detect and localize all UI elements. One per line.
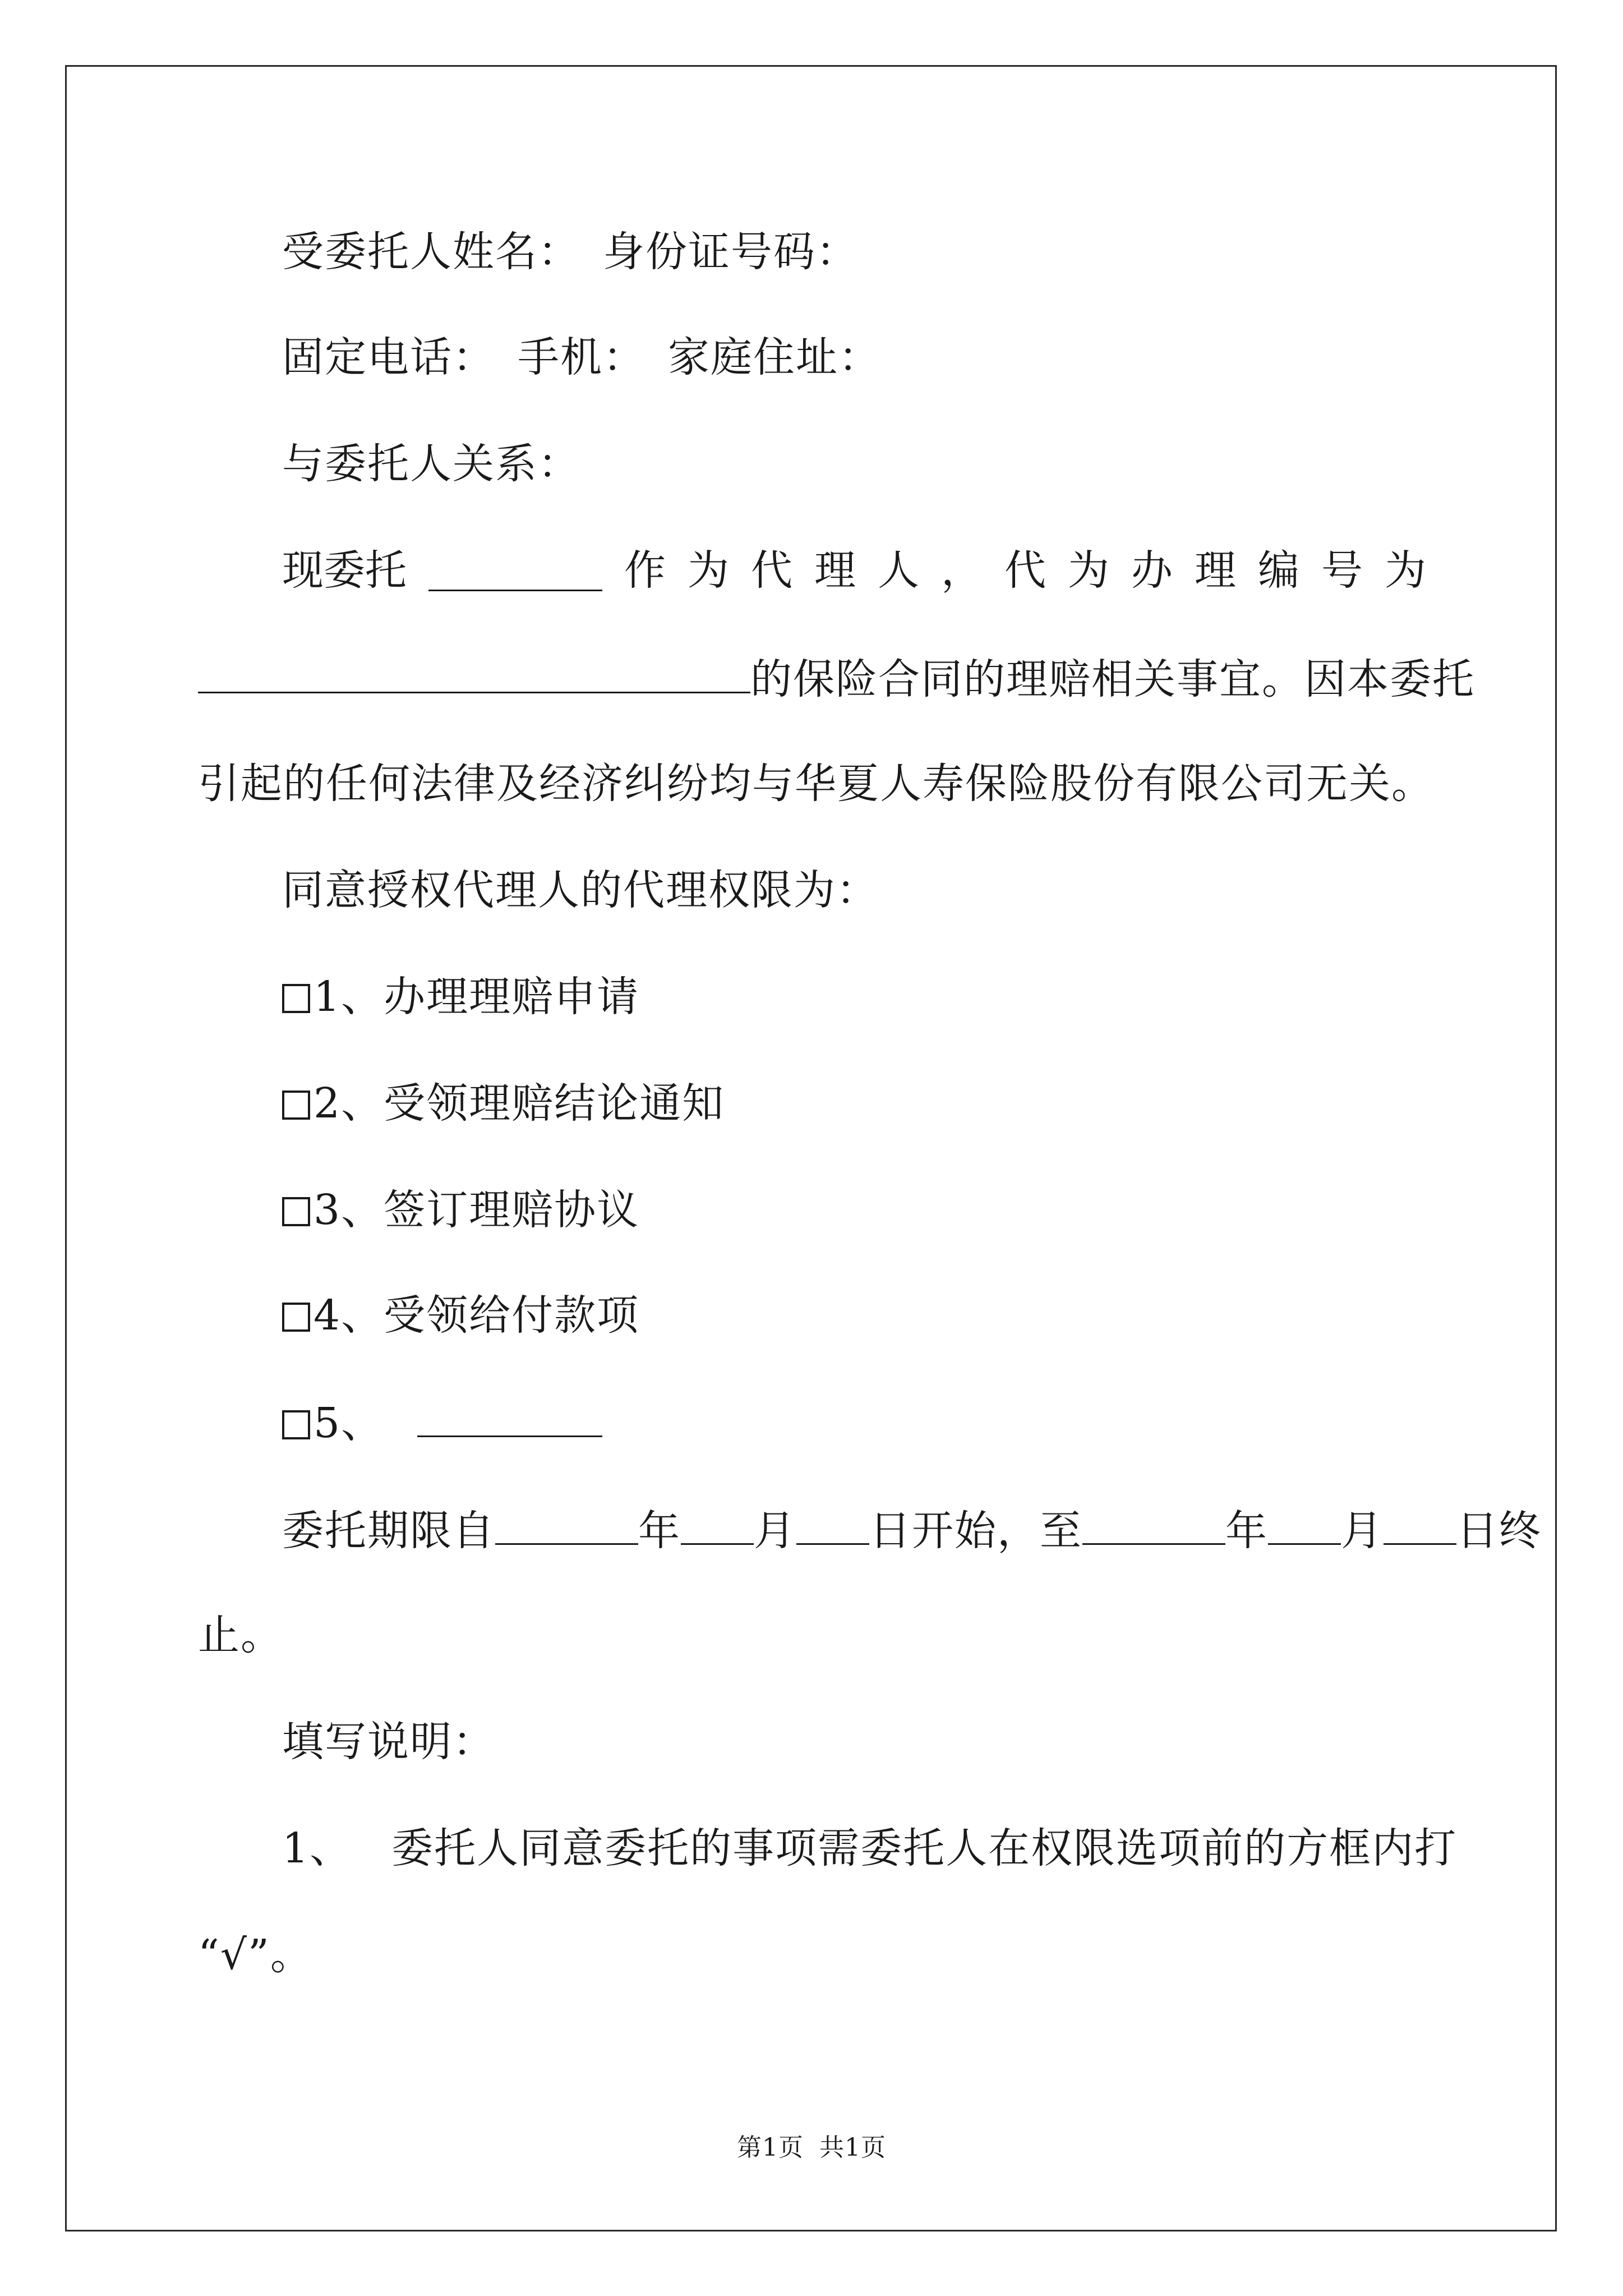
page-border [65,65,1557,2231]
entrust-word: 人 [878,546,919,595]
page-current: 第1页 [737,2133,804,2162]
entrust-word: 为 [1068,546,1109,595]
authority-label: 1、办理理赔申请 [313,973,640,1021]
entrust-word: 理 [1195,546,1236,595]
agent-info-line [282,228,859,276]
checkbox[interactable] [282,1197,310,1226]
end-year-blank[interactable] [1082,1508,1225,1545]
checkbox[interactable] [282,1091,310,1120]
period-line [282,1506,1542,1555]
entrust-suffix: 的保险合同的理赔相关事宜。因本委托 [750,655,1475,703]
checkbox[interactable] [282,1303,310,1332]
entrust-word: 作 [624,546,666,595]
authority-item [282,1186,640,1234]
policy-number-blank[interactable] [198,656,750,693]
checkmark-quote: “√”。 [198,1931,313,1979]
entrust-word: ， [941,546,983,595]
id-number-label: 身份证号码： [603,228,859,276]
mobile-label: 手机： [518,333,645,381]
disclaimer-text: 引起的任何法律及经济纠纷均与华夏人寿保险股份有限公司无关。 [198,760,1434,808]
day-start-label: 日开始，至 [869,1506,1082,1555]
authority-intro-line [282,866,879,914]
start-year-blank[interactable] [495,1508,638,1545]
authority-label: 3、签订理赔协议 [313,1186,640,1234]
entrust-word: 为 [688,546,729,595]
entrust-word: 理 [814,546,856,595]
entrust-word: 办 [1131,546,1173,595]
instruction-text: 委托人同意委托的事项需委托人在权限选项前的方框内打 [391,1824,1458,1872]
relation-label: 与委托人关系： [282,440,580,488]
period-end-text: 止。 [198,1611,283,1659]
instruction-1-line [282,1824,1458,1872]
page-total: 共1页 [819,2133,886,2162]
checkbox[interactable] [282,1410,310,1439]
contact-line [282,333,881,381]
entrust-word: 号 [1321,546,1363,595]
entrust-word: 为 [1385,546,1426,595]
entrust-word: 代 [1004,546,1046,595]
page-footer [0,2127,1623,2163]
day-end-label: 日终 [1456,1506,1542,1555]
month-label: 月 [1341,1506,1384,1555]
disclaimer-line [198,760,1434,808]
agent-name-label: 受委托人姓名： [282,228,580,276]
instruction-number: 1、 [282,1824,353,1872]
agent-name-blank[interactable] [428,554,602,591]
policy-line [198,655,1475,703]
authority-item [282,1291,640,1340]
period-end-line [198,1611,283,1659]
authority-label: 2、受领理赔结论通知 [313,1079,725,1128]
year-label: 年 [638,1506,681,1555]
authority-item [282,1079,725,1128]
instructions-title-line [282,1718,495,1766]
start-day-blank[interactable] [796,1508,869,1545]
period-prefix: 委托期限自 [282,1506,495,1555]
entrust-word: 编 [1258,546,1299,595]
entrust-word: 代 [751,546,792,595]
authority-label: 5、 [313,1398,384,1447]
authority-item [282,973,640,1021]
instructions-title: 填写说明： [282,1718,495,1766]
authority-label: 4、受领给付款项 [313,1291,640,1340]
landline-label: 固定电话： [282,333,495,381]
instruction-1-cont [198,1931,313,1979]
entrust-line [282,546,1426,595]
start-month-blank[interactable] [681,1508,754,1545]
authority-intro: 同意授权代理人的代理权限为： [282,866,879,914]
checkbox[interactable] [282,984,310,1013]
entrust-prefix: 现委托 [282,546,407,595]
authority-item [282,1398,602,1447]
year-label: 年 [1225,1506,1268,1555]
relation-line [282,440,580,488]
end-month-blank[interactable] [1268,1508,1341,1545]
month-label: 月 [754,1506,796,1555]
end-day-blank[interactable] [1384,1508,1456,1545]
custom-authority-blank[interactable] [417,1400,602,1437]
address-label: 家庭住址： [668,333,881,381]
